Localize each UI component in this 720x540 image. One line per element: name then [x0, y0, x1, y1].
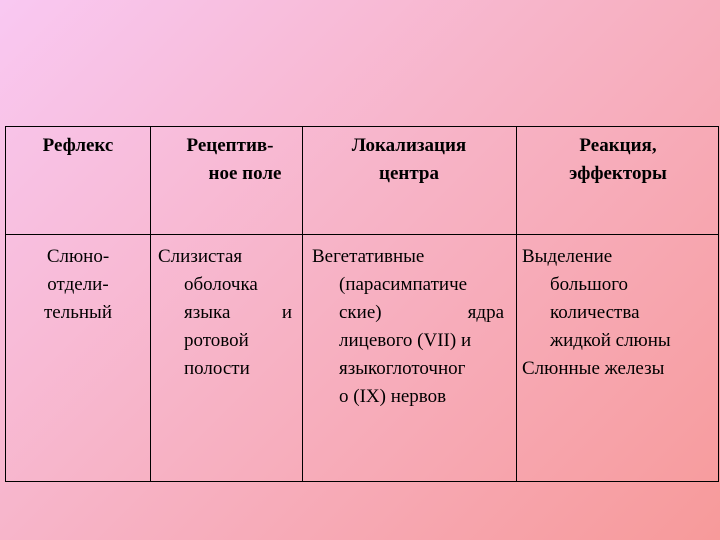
cell-receptive-line5: полости: [184, 358, 250, 379]
cell-reaction-line5: Слюнные железы: [522, 358, 665, 379]
cell-reaction-line4: жидкой слюны: [550, 330, 671, 351]
cell-reflex: [6, 243, 150, 327]
cell-receptive-field: [158, 243, 292, 383]
cell-receptive-line3-word: языка: [184, 302, 231, 323]
header-reaction-line2: эффекторы: [569, 163, 667, 184]
cell-receptive-line1: Слизистая: [158, 246, 243, 267]
header-reaction-line1: Реакция,: [579, 135, 657, 156]
cell-receptive-line3-conj: и: [281, 302, 292, 323]
cell-reaction-line2: большого: [550, 274, 629, 295]
cell-receptive-line2: оболочка: [184, 274, 258, 295]
cell-reflex-line3: тельный: [44, 302, 112, 323]
cell-center-line4: лицевого (VII) и: [339, 330, 472, 351]
header-reflex-text: Рефлекс: [42, 135, 114, 156]
cell-center-line3-word2: ядра: [467, 302, 504, 323]
cell-center-localization: [312, 243, 504, 411]
cell-reaction-effectors: [522, 243, 718, 383]
header-receptive-line1: Рецептив-: [186, 135, 274, 156]
cell-reflex-line2: отдели-: [47, 274, 109, 295]
header-center-line1: Локализация: [351, 135, 467, 156]
cell-center-line3-word1: ские): [339, 302, 382, 323]
header-receptive-field: [158, 132, 302, 188]
header-center-localization: [302, 132, 516, 188]
header-reaction-effectors: [516, 132, 720, 188]
column-divider: [150, 127, 151, 481]
header-center-line2: центра: [379, 163, 439, 184]
cell-center-line5: языкоглоточног: [339, 358, 466, 379]
row-divider: [6, 234, 718, 235]
cell-reflex-line1: Слюно-: [46, 246, 110, 267]
header-reflex: [6, 132, 150, 160]
cell-center-line3: [312, 299, 504, 327]
cell-center-line6: о (IX) нервов: [339, 386, 447, 407]
cell-center-line1: Вегетативные: [312, 246, 425, 267]
reflex-table: [5, 126, 719, 482]
cell-reaction-line1: Выделение: [522, 246, 613, 267]
cell-receptive-line4: ротовой: [184, 330, 249, 351]
cell-receptive-line3: [158, 299, 292, 327]
header-receptive-line2: ное поле: [208, 163, 282, 184]
cell-center-line2: (парасимпатиче: [339, 274, 468, 295]
cell-reaction-line3: количества: [550, 302, 640, 323]
